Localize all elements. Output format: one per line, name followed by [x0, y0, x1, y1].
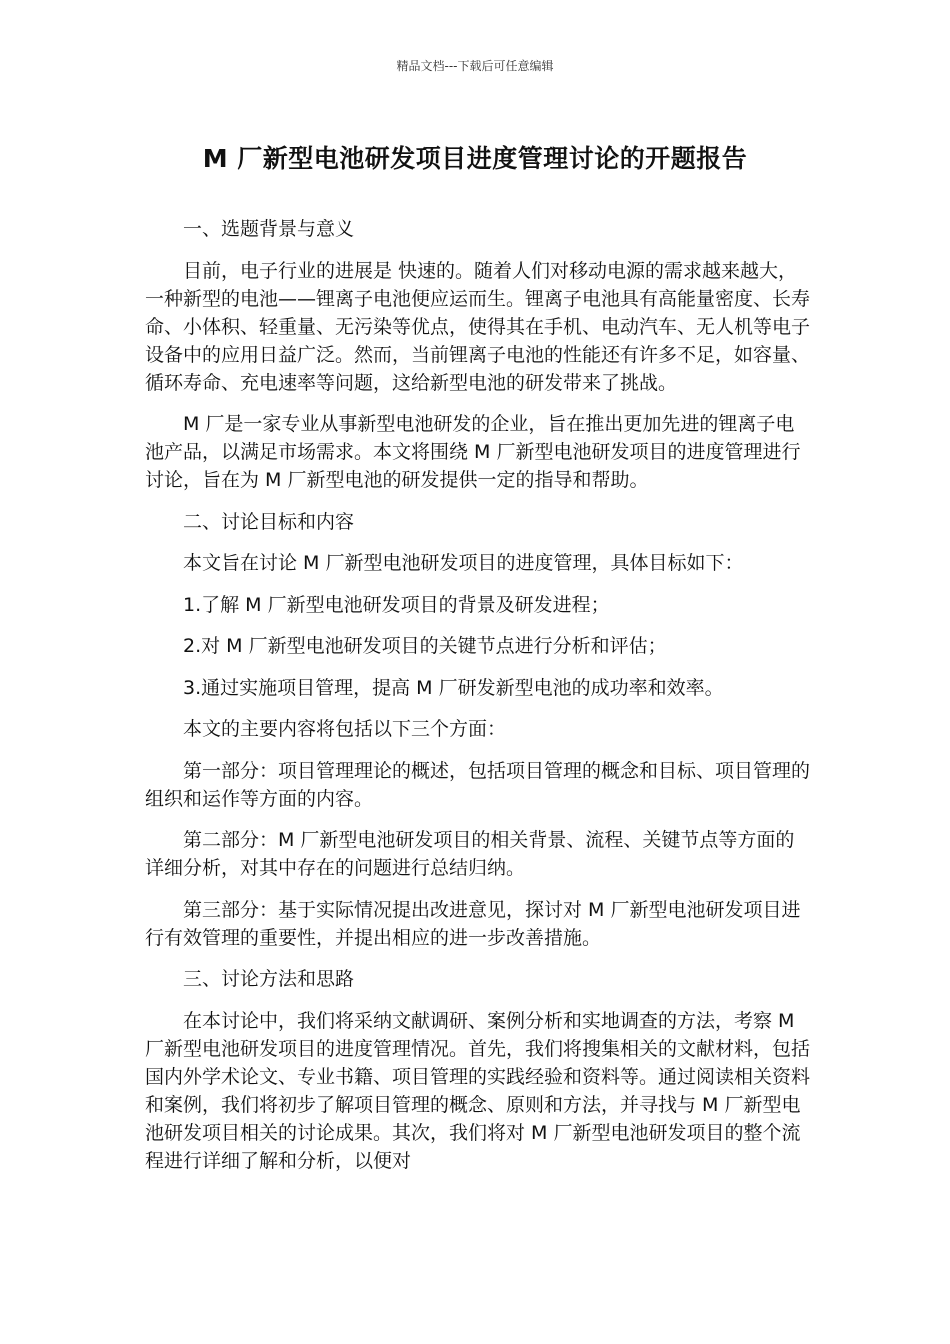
section-heading-background: 一、选题背景与意义 — [183, 218, 355, 240]
paragraph-background-2: M 厂是一家专业从事新型电池研发的企业，旨在推出更加先进的锂离子电池产品，以满足市场需求。本文将围绕 M 厂新型电池研发项目的进度管理进行讨论，旨在为 M 厂新型电池的研发提供一定的指导和帮助。 — [145, 413, 801, 491]
paragraph-methods: 在本讨论中，我们将采纳文献调研、案例分析和实地调查的方法，考察 M 厂新型电池研发项目的进度管理情况。首先，我们将搜集相关的文献材料，包括国内外学术论文、专业书籍、项目管理的实践经验和资料等。通过阅读相关资料和案例，我们将初步了解项目管理的概念、原则和方法，并寻找与 M 厂新型电池研发项目相关的讨论成果。其次，我们将对 M 厂新型电池研发项目的整个流程进行详细了解和分析，以便对 — [145, 1009, 811, 1172]
page-header: 精品文档---下载后可任意编辑 — [396, 59, 554, 73]
list-item-goal-1: 1.了解 M 厂新型电池研发项目的背景及研发进程； — [183, 593, 610, 616]
document-body — [145, 215, 810, 1188]
paragraph-part-1: 第一部分：项目管理理论的概述，包括项目管理的概念和目标、项目管理的组织和运作等方面的内容。 — [145, 759, 811, 810]
paragraph-background-1: 目前，电子行业的进展是 快速的。随着人们对移动电源的需求越来越大，一种新型的电池——锂离子电池便应运而生。锂离子电池具有高能量密度、长寿命、小体积、轻重量、无污染等优点，使得其在手机、电动汽车、无人机等电子设备中的应用日益广泛。然而，当前锂离子电池的性能还有许多不足，如容量、循环寿命、充电速率等问题，这给新型电池的研发带来了挑战。 — [145, 259, 811, 394]
document-title: M 厂新型电池研发项目进度管理讨论的开题报告 — [202, 144, 748, 173]
paragraph-goals-intro: 本文旨在讨论 M 厂新型电池研发项目的进度管理，具体目标如下： — [183, 552, 744, 574]
list-item-goal-2: 2.对 M 厂新型电池研发项目的关键节点进行分析和评估； — [183, 635, 667, 657]
list-item-goal-3: 3.通过实施项目管理，提高 M 厂研发新型电池的成功率和效率。 — [183, 676, 724, 699]
paragraph-part-2: 第二部分：M 厂新型电池研发项目的相关背景、流程、关键节点等方面的详细分析，对其中存在的问题进行总结归纳。 — [145, 829, 795, 879]
paragraph-content-intro: 本文的主要内容将包括以下三个方面： — [183, 718, 507, 740]
section-heading-methods: 三、讨论方法和思路 — [183, 968, 355, 990]
paragraph-part-3: 第三部分：基于实际情况提出改进意见，探讨对 M 厂新型电池研发项目进行有效管理的重要性，并提出相应的进一步改善措施。 — [145, 898, 801, 949]
section-heading-goals: 二、讨论目标和内容 — [183, 510, 355, 533]
